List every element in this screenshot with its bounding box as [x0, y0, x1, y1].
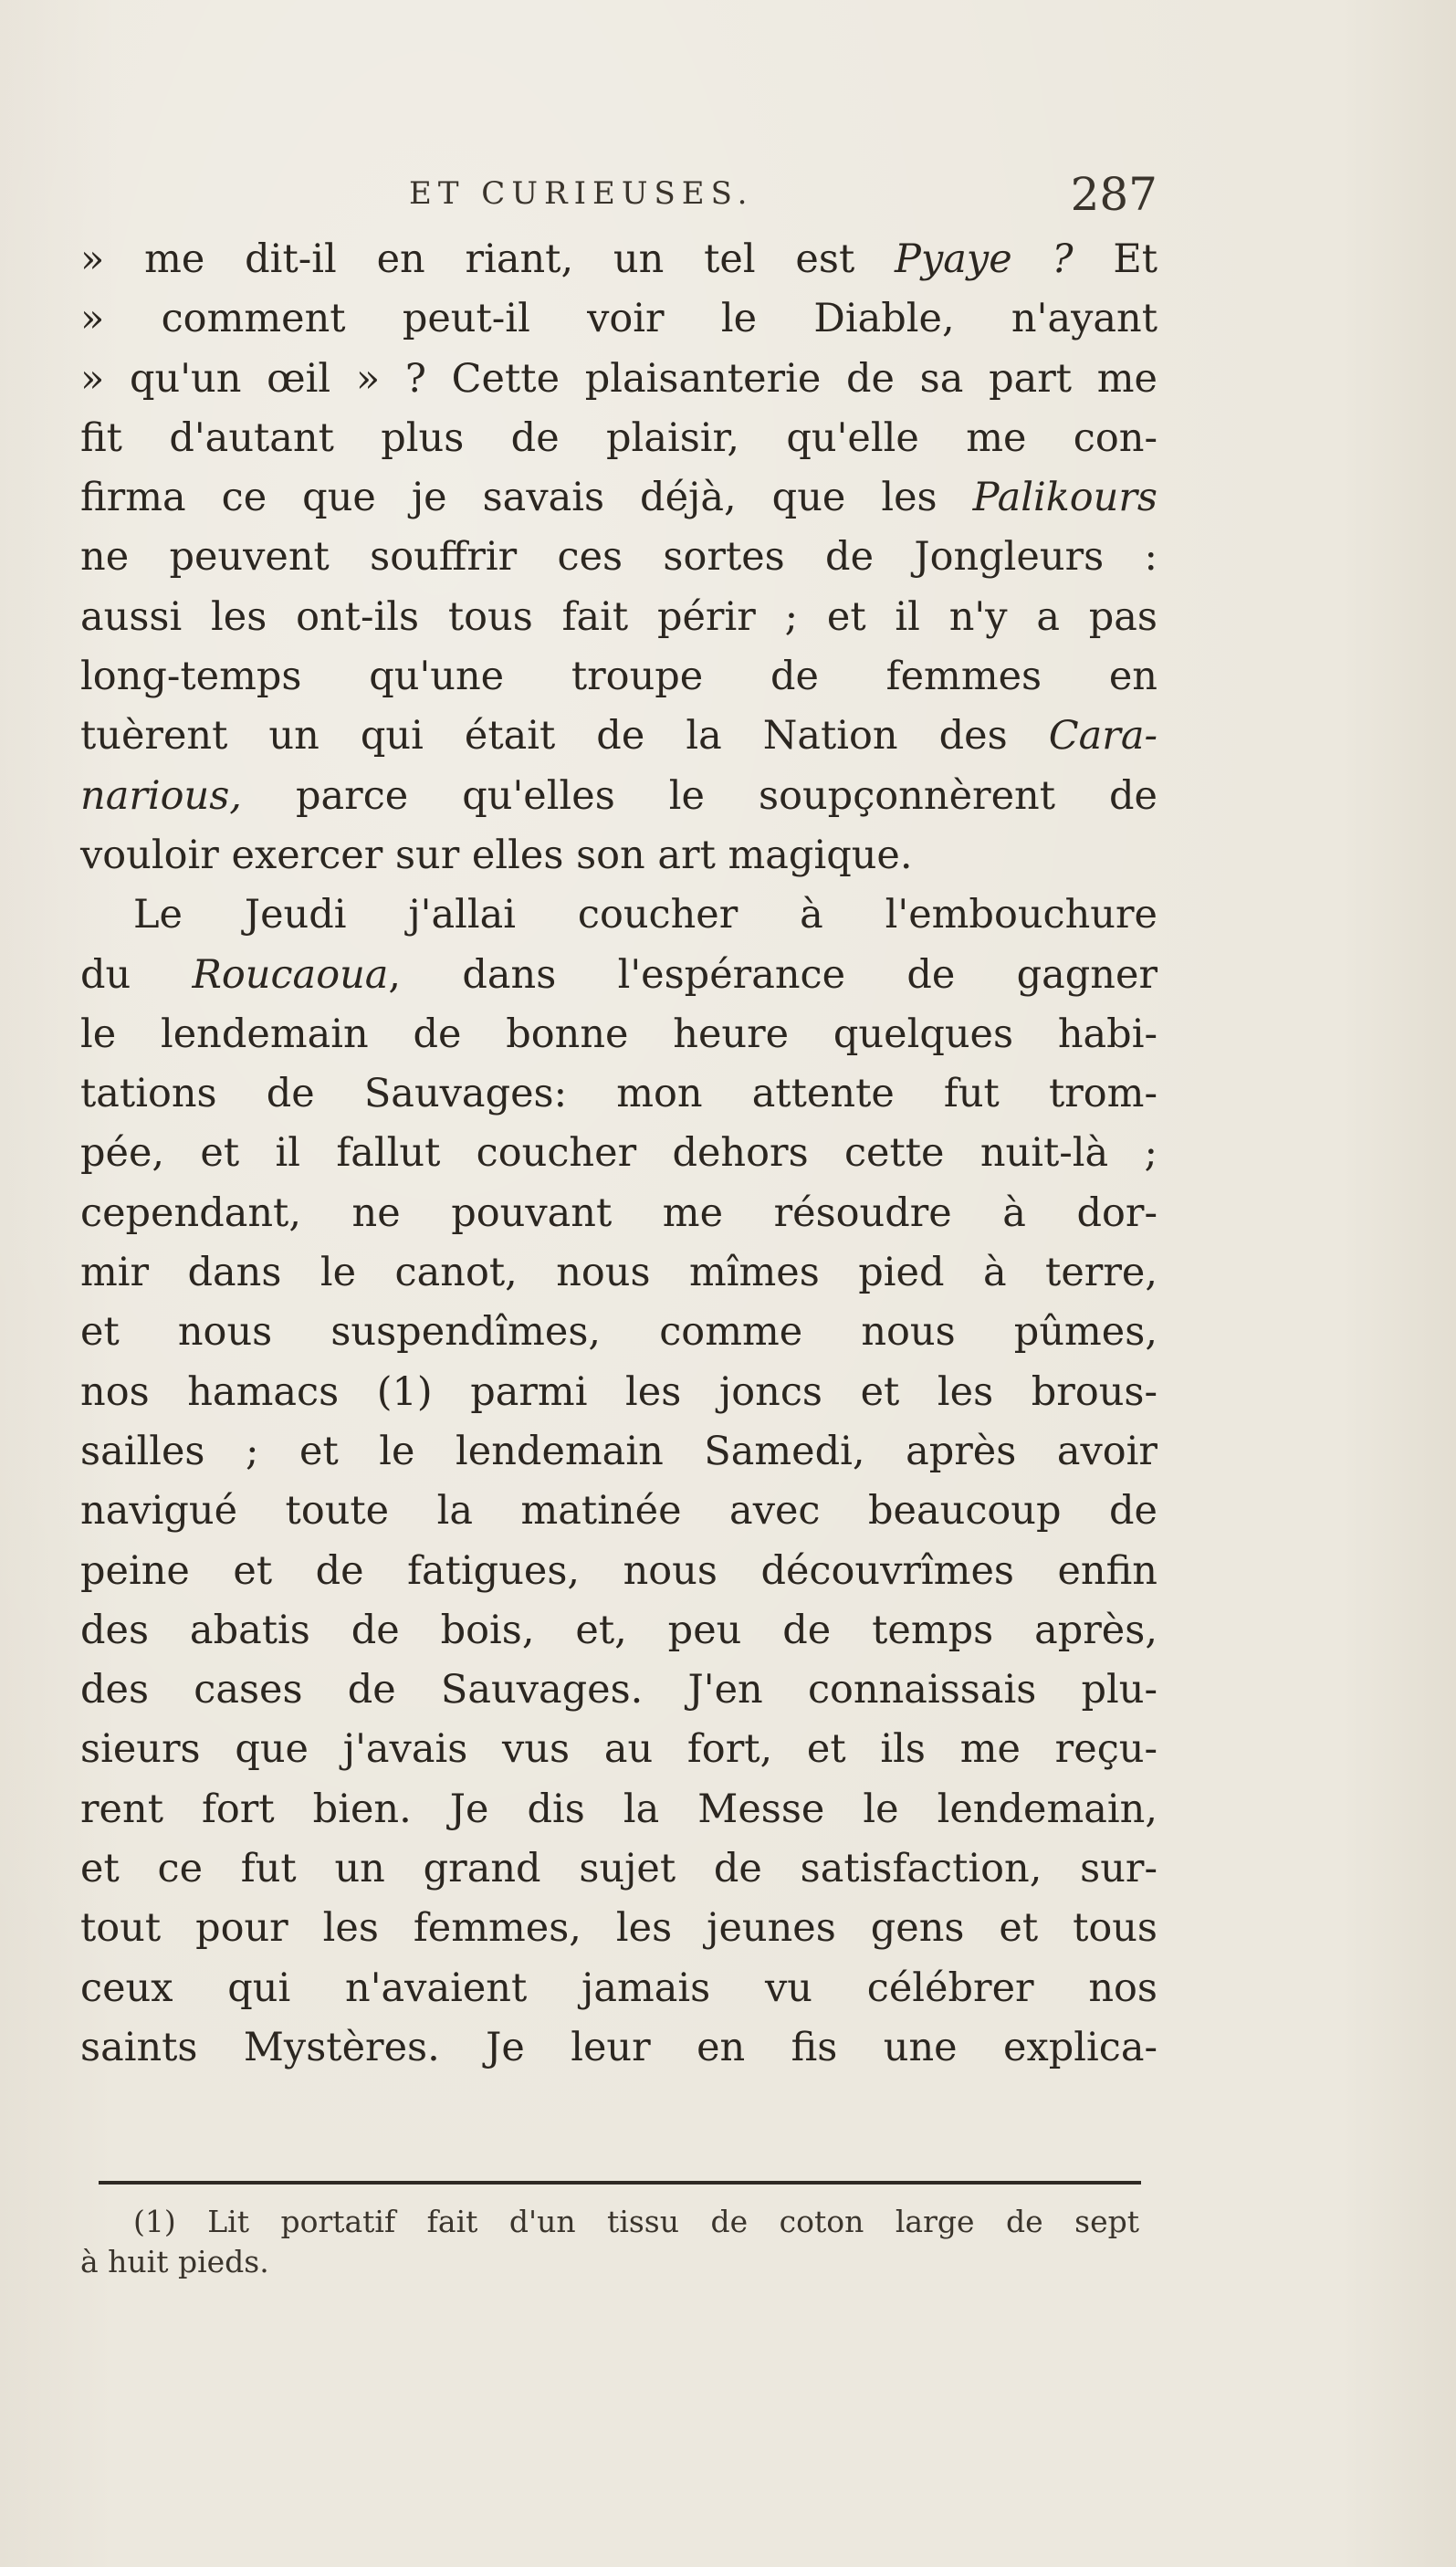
text-line: ne peuvent souffrir ces sortes de Jongleurs : [80, 534, 1157, 581]
text-line: mir dans le canot, nous mîmes pied à terre, [80, 1250, 1157, 1296]
footnote [80, 2202, 1139, 2282]
text-line: tuèrent un qui était de la Nation des Cara- [80, 713, 1157, 760]
running-head: ET CURIEUSES. [409, 175, 754, 212]
text-line: saints Mystères. Je leur en fis une explica- [80, 2024, 1157, 2070]
page-header [80, 168, 1157, 230]
body-text [80, 230, 1157, 2078]
text-line: long-temps qu'une troupe de femmes en [80, 654, 1157, 700]
text-line: le lendemain de bonne heure quelques habi- [80, 1011, 1157, 1057]
text-line: » qu'un œil » ? Cette plaisanterie de sa part me [80, 355, 1157, 402]
text-line: rent fort bien. Je dis la Messe le lendemain, [80, 1786, 1157, 1832]
text-line: tations de Sauvages: mon attente fut trom- [80, 1071, 1157, 1117]
text-line: du Roucaoua, dans l'espérance de gagner [80, 951, 1157, 998]
text-line: sailles ; et le lendemain Samedi, après avoir [80, 1428, 1157, 1474]
text-line: Le Jeudi j'allai coucher à l'embouchure [133, 892, 1157, 938]
text-line: ceux qui n'avaient jamais vu célébrer nos [80, 1965, 1157, 2011]
text-line: des abatis de bois, et, peu de temps après, [80, 1607, 1157, 1653]
text-line: nos hamacs (1) parmi les joncs et les brous- [80, 1368, 1157, 1415]
text-line: » me dit-il en riant, un tel est Pyaye ? Et [80, 236, 1158, 282]
text-line: et ce fut un grand sujet de satisfaction, sur- [80, 1846, 1157, 1892]
text-line: navigué toute la matinée avec beaucoup de [80, 1488, 1157, 1535]
text-line: des cases de Sauvages. J'en connaissais plu- [80, 1667, 1157, 1713]
text-line: sieurs que j'avais vus au fort, et ils me reçu- [80, 1726, 1157, 1773]
text-line: cependant, ne pouvant me résoudre à dor- [80, 1189, 1157, 1236]
text-line: vouloir exercer sur elles son art magique. [80, 832, 913, 878]
text-line: » comment peut-il voir le Diable, n'ayant [80, 296, 1157, 342]
page-number: 287 [1070, 168, 1157, 221]
footnote-rule [99, 2181, 1141, 2185]
text-line: fit d'autant plus de plaisir, qu'elle me con- [80, 414, 1157, 461]
text-line: aussi les ont-ils tous fait périr ; et il n'y a pas [80, 593, 1157, 640]
text-line: et nous suspendîmes, comme nous pûmes, [80, 1309, 1157, 1356]
text-line: narious, parce qu'elles le soupçonnèrent de [80, 772, 1157, 819]
footnote-line: à huit pieds. [80, 2244, 269, 2279]
text-line: firma ce que je savais déjà, que les Palikours [80, 475, 1157, 521]
text-line: pée, et il fallut coucher dehors cette nuit-là ; [80, 1130, 1157, 1177]
text-line: peine et de fatigues, nous découvrîmes enfin [80, 1547, 1157, 1594]
footnote-line: (1) Lit portatif fait d'un tissu de coton large de sept [133, 2204, 1139, 2239]
text-line: tout pour les femmes, les jeunes gens et tous [80, 1905, 1157, 1952]
